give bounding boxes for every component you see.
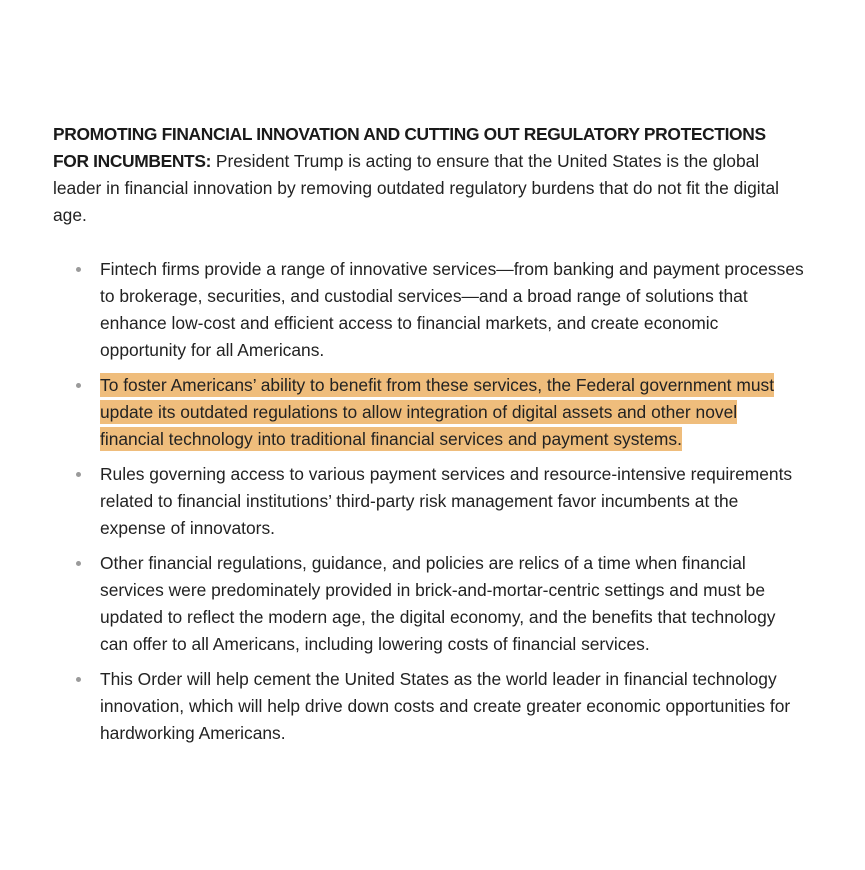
bullet-list xyxy=(53,256,805,755)
bullet-dot-icon xyxy=(76,472,81,477)
list-item-text: This Order will help cement the United States as the world leader in financial technology innovation, which will help drive down costs and create greater economic opportunities for hardworking Americans. xyxy=(100,669,791,743)
list-item-text: Rules governing access to various payment services and resource-intensive requirements related to financial institutions’ third-party risk management favor incumbents at the expense of innovators. xyxy=(100,464,793,538)
section-heading: PROMOTING FINANCIAL INNOVATION AND CUTTING OUT REGULATORY PROTECTIONS FOR INCUMBENTS: xyxy=(53,124,766,171)
intro-text: President Trump is acting to ensure that the United States is the global leader in financial innovation by removing outdated regulatory burdens that do not fit the digital age. xyxy=(53,151,780,225)
list-item xyxy=(53,666,805,747)
list-item xyxy=(53,256,805,364)
bullet-dot-icon xyxy=(76,677,81,682)
bullet-dot-icon xyxy=(76,561,81,566)
highlighted-text: To foster Americans’ ability to benefit from these services, the Federal government must update its outdated regulations to allow integration of digital assets and other novel financial technology into traditional financial services and payment systems. xyxy=(100,375,775,449)
list-item-text: Fintech firms provide a range of innovative services—from banking and payment processes to brokerage, securities, and custodial services—and a broad range of solutions that enhance low-cost and efficient access to financial markets, and create economic opportunity for all Americans. xyxy=(100,259,804,360)
document-content xyxy=(53,121,805,743)
intro-paragraph xyxy=(53,121,805,229)
bullet-dot-icon xyxy=(76,267,81,272)
list-item-highlighted xyxy=(53,372,805,453)
bullet-dot-icon xyxy=(76,383,81,388)
list-item xyxy=(53,461,805,542)
list-item xyxy=(53,550,805,658)
list-item-text: Other financial regulations, guidance, and policies are relics of a time when financial services were predominately provided in brick-and-mortar-centric settings and must be updated to reflect the modern age, the digital economy, and the benefits that technology can offer to all Americans, including lowering costs of financial services. xyxy=(100,553,776,654)
